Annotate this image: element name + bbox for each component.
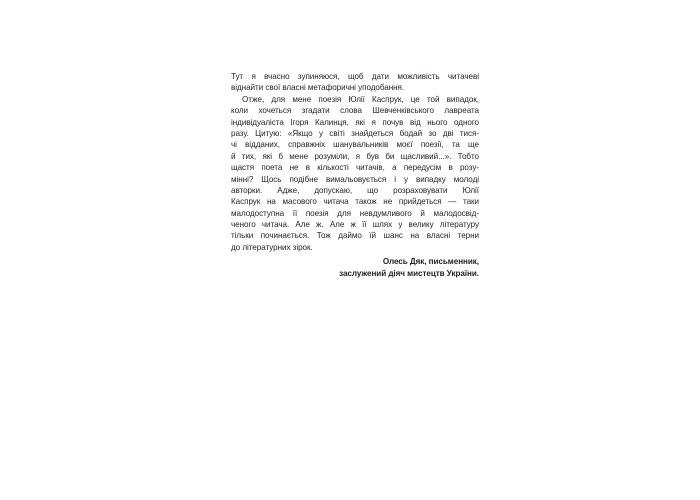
text-line: малодоступна її поезія для невдумливого й малодосвід- [231,208,479,218]
paragraph-1 [231,71,479,94]
text-line: ченого читача. Але ж. Але ж її шлях у велику літературу [231,220,479,230]
text-line: коли хочеться згадати слова Шевченківського лавреата [231,106,479,116]
text-line: авторки. Адже, допускаю, що розраховувати Юлії [231,185,479,195]
text-line: мінні? Щось подібне вимальовується і у випадку молоді [231,174,479,184]
text-line: щастя поета не в кількості читачів, а передусім в розу- [231,163,479,173]
text-line: Тут я вчасно зупиняюся, щоб дати можливість читачеві [231,72,479,81]
text-line: Отже, для мене поезія Юлії Каспрук, це той випадок, [242,94,479,104]
body-text [231,71,479,279]
text-line: й тих, які б мене розуміли, я був би щасливий...». Тобто [231,151,479,161]
text-line: до літературних зірок. [231,242,313,252]
signature [231,256,479,279]
author-name: Олесь Дяк, письменник, [382,257,479,267]
text-line: індивідуаліста Ігоря Калинця, які я почув від нього одного [231,117,479,127]
text-line: тільки починається. Тож даймо їй шанс на власні терни [231,231,479,241]
text-line: Каспрук на масового читача також не прийдеться — таки [231,197,479,207]
author-title: заслужений діяч мистецтв України. [339,268,479,278]
paragraph-2 [231,94,479,253]
text-line: чі відданих, справжніх шанувальників моєї поезії, та ще [231,140,479,150]
text-line: віднайти свої власні метафоричні уподобання. [231,83,405,93]
text-line: разу. Цитую: «Якщо у світі знайдеться бодай зо дві тися- [231,128,479,138]
